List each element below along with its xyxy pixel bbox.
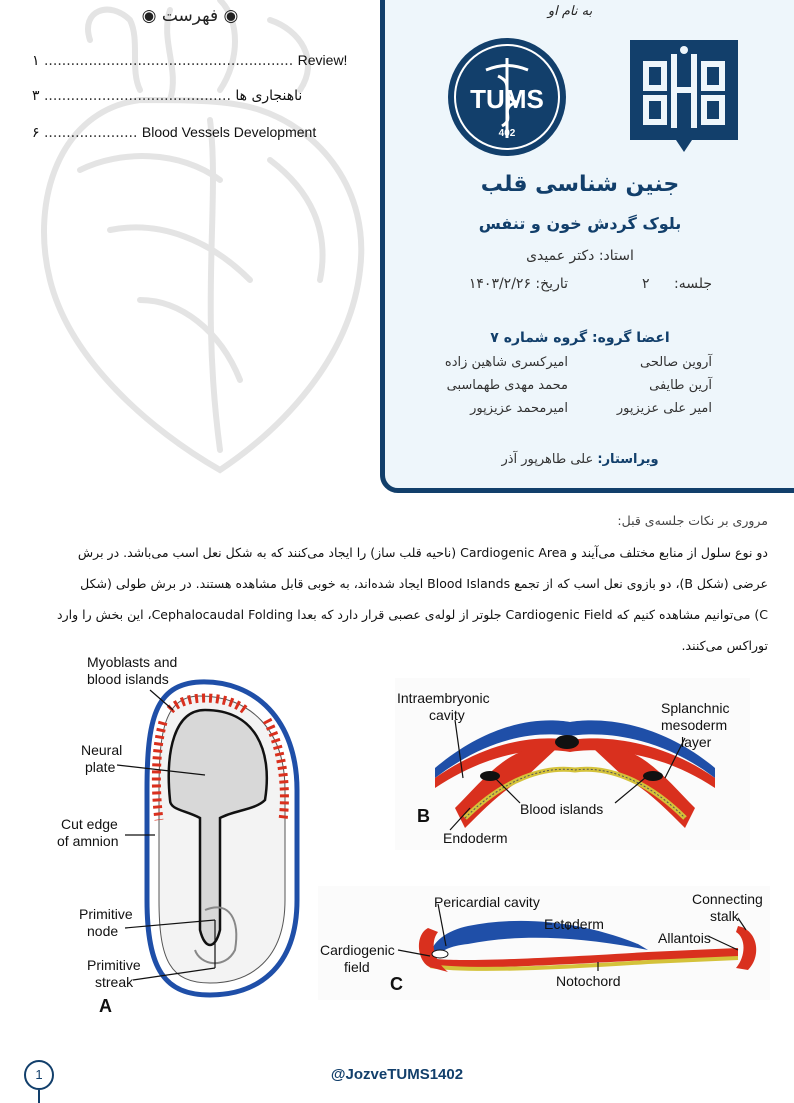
figure-b [395,678,750,850]
member-name: امیرکسری شاهین زاده [444,355,568,370]
member-name: امیر علی عزیزپور [616,401,712,416]
figure-c-label: Allantois [658,930,711,946]
figure-c-label: field [344,959,370,975]
paragraph-line: توراکس می‌کنند. [681,638,768,653]
toc-title-text: فهرست [161,6,219,26]
figure-a-label: Primitive [79,906,133,922]
paragraph-line: C) می‌توانیم مشاهده کنیم که Cardiogenic Field جلوتر از لوله‌ی عصبی قرار دارد که بعدا Cephalocaudal Folding، این بخش را وارد [57,607,768,622]
figure-a-label: Neural [81,742,123,758]
figure-c [318,886,770,1000]
footer-handle[interactable]: @JozveTUMS1402 [330,1066,464,1083]
figure-c-label: Pericardial cavity [434,894,540,910]
date-value: ۱۴۰۳/۲/۲۶ [468,276,531,292]
date-info [420,276,568,292]
toc-page-number: ۳ [32,88,40,104]
page-number-connector [38,1090,40,1103]
figure-b-letter: B [417,806,430,826]
figure-a-label: streak [95,974,134,990]
tums-logo-number: 402 [498,128,516,139]
figure-a [55,650,320,1020]
figure-b-label: Intraembryonic [397,690,490,706]
paragraph-line: عرضی (شکل B)، دو بازوی نعل اسب که از تجمع Blood Islands ایجاد شده‌اند، به خوبی قابل مشاهده هستند. در برش طولی (شکل [80,576,768,591]
instructor: استاد: دکتر عمیدی [526,248,634,264]
radio-bullet-icon: ◉ [141,6,157,26]
figure-b-label: Endoderm [443,830,508,846]
session-label: جلسه: [673,276,712,292]
editor-line [440,452,720,467]
toc-item-blood-vessels[interactable] [32,124,350,141]
toc-dots: .......................................... [43,88,236,104]
figure-b-label: mesoderm [661,717,728,733]
figure-c-label: stalk [710,908,739,924]
figure-a-label: plate [85,759,116,775]
figure-b-label: cavity [429,707,465,723]
figure-a-label: Myoblasts and [87,654,178,670]
toc-title [134,6,246,26]
page-number: 1 [35,1067,43,1082]
group-title: اعضا گروه: گروه شماره ۷ [490,330,670,346]
session-info [600,276,712,292]
page-number-badge [24,1060,54,1090]
basmala: به نام او [547,4,593,19]
editor-label: ویراستار: [597,452,659,467]
toc-item-label: Blood Vessels Development [141,124,317,140]
figure-c-letter: C [390,974,403,994]
toc-dots: ........................................................ [43,53,298,69]
toc-item-label: ناهنجاری ها [235,88,303,104]
figure-a-label: Primitive [87,957,141,973]
heart-sketch-background [20,0,380,480]
figure-a-label: of amnion [57,833,119,849]
member-name: محمد مهدی طهماسبی [446,378,568,393]
radio-bullet-icon: ◉ [223,6,239,26]
document-subtitle: بلوک گردش خون و تنفس [478,214,682,233]
member-name: آرین طایفی [649,378,712,393]
toc-item-review[interactable] [32,52,346,69]
editor-name: علی طاهرپور آذر [501,452,594,467]
review-heading: مروری بر نکات جلسه‌ی قبل: [617,513,768,528]
figure-a-label: Cut edge [61,816,118,832]
toc-dots: ..................... [43,125,142,141]
figure-c-label: Notochord [556,973,621,989]
tums-logo-text: TUMS [470,84,544,114]
member-name: امیرمحمد عزیزپور [470,401,568,416]
toc-item-label: Review! [297,52,348,68]
session-value: ۲ [642,276,650,292]
figure-c-label: Cardiogenic [320,942,395,958]
figure-b-label: Blood islands [520,801,604,817]
date-label: تاریخ: [535,276,568,292]
figure-c-label: Ectoderm [544,916,604,932]
figure-a-label: node [87,923,119,939]
university-emblem-logo [630,40,738,152]
figure-a-label: blood islands [87,671,169,687]
figure-a-letter: A [99,996,112,1016]
toc-item-anomalies[interactable] [32,88,350,104]
member-name: آروین صالحی [639,355,712,370]
document-title: جنین شناسی قلب [480,172,680,197]
toc-page-number: ۱ [32,53,40,69]
figure-b-label: layer [681,734,712,750]
paragraph-line: دو نوع سلول از منابع مختلف می‌آیند و Cardiogenic Area (ناحیه قلب ساز) را ایجاد می‌کنند که به شکل نعل اسب می‌باشد. در برش [77,545,768,560]
figure-c-label: Connecting [692,891,763,907]
tums-logo [446,36,568,158]
figure-b-label: Splanchnic [661,700,730,716]
toc-page-number: ۶ [32,125,40,141]
